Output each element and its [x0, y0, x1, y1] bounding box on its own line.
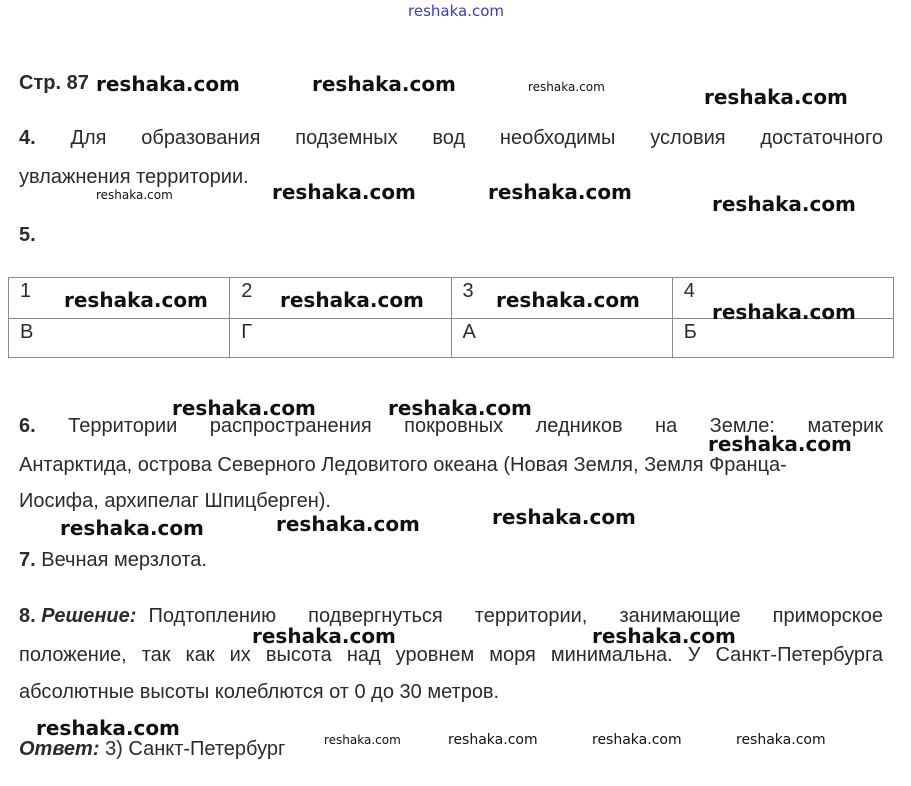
- q6-word: на: [655, 415, 678, 437]
- q8-answer-text: 3) Санкт-Петербург: [105, 738, 286, 760]
- q8-answer-label: Ответ:: [19, 738, 100, 760]
- q6-word: материк: [807, 415, 883, 437]
- table-header-cell: 3: [451, 278, 672, 319]
- q8-line3: абсолютные высоты колеблются от 0 до 30 метров.: [19, 681, 500, 703]
- watermark: reshaka.com: [36, 716, 180, 740]
- watermark: reshaka.com: [496, 288, 640, 312]
- q8-answer-line: [19, 738, 285, 761]
- q7-text: Вечная мерзлота.: [41, 549, 207, 571]
- watermark: reshaka.com: [172, 396, 316, 420]
- q4-line2: увлажнения территории.: [19, 166, 249, 188]
- watermark: reshaka.com: [276, 512, 420, 536]
- watermark: reshaka.com: [280, 288, 424, 312]
- q8-line1-text: Подтоплению подвергнуться территории, занимающие приморское: [148, 605, 883, 627]
- q5-number: 5.: [19, 224, 36, 246]
- watermark: reshaka.com: [312, 72, 456, 96]
- q4-word: подземных: [295, 127, 398, 149]
- q6-word: Территории: [68, 415, 178, 437]
- watermark: reshaka.com: [96, 72, 240, 96]
- q8-number: 8.: [19, 605, 36, 627]
- table-header-cell: 2: [230, 278, 451, 319]
- q8-solution-label: Решение:: [41, 605, 137, 627]
- table-header-cell: 1: [9, 278, 230, 319]
- watermark: reshaka.com: [708, 432, 852, 456]
- q4-word: образования: [141, 127, 261, 149]
- watermark: reshaka.com: [592, 732, 682, 748]
- watermark: reshaka.com: [736, 732, 826, 748]
- watermark: reshaka.com: [272, 180, 416, 204]
- watermark: reshaka.com: [488, 180, 632, 204]
- watermark: reshaka.com: [96, 188, 173, 202]
- q6-number: 6.: [19, 415, 36, 437]
- q4-word: условия: [650, 127, 726, 149]
- watermark: reshaka.com: [592, 624, 736, 648]
- q4-word: Для: [70, 127, 107, 149]
- q7-number: 7.: [19, 549, 36, 571]
- q6-word: распространения: [209, 415, 372, 437]
- watermark: reshaka.com: [324, 733, 401, 747]
- q6-word: ледников: [535, 415, 623, 437]
- watermark: reshaka.com: [388, 396, 532, 420]
- q4-word: необходимы: [499, 127, 616, 149]
- q6-line2: Антарктида, острова Северного Ледовитого океана (Новая Земля, Земля Франца-: [19, 454, 787, 476]
- table-answer-cell: Б: [672, 319, 893, 358]
- q6-line3: Иосифа, архипелаг Шпицберген).: [19, 490, 331, 512]
- site-watermark-top: reshaka.com: [408, 2, 504, 20]
- q4-word: достаточного: [760, 127, 883, 149]
- table-answer-cell: В: [9, 319, 230, 358]
- watermark: reshaka.com: [60, 516, 204, 540]
- watermark: reshaka.com: [492, 505, 636, 529]
- watermark: reshaka.com: [64, 288, 208, 312]
- table-answer-cell: Г: [230, 319, 451, 358]
- table-answer-cell: А: [451, 319, 672, 358]
- q6-word: Земле:: [709, 415, 775, 437]
- watermark: reshaka.com: [712, 192, 856, 216]
- q8-line1: [19, 605, 883, 628]
- q6-word: покровных: [404, 415, 504, 437]
- page-label: Стр. 87: [19, 72, 89, 94]
- watermark: reshaka.com: [704, 85, 848, 109]
- watermark: reshaka.com: [448, 732, 538, 748]
- q4-word: вод: [432, 127, 466, 149]
- q4-number: 4.: [19, 127, 36, 149]
- watermark: reshaka.com: [712, 300, 856, 324]
- q4-line1: [19, 127, 883, 150]
- table-header-cell: 4: [672, 278, 893, 319]
- q8-line2: положение, так как их высота над уровнем моря минимальна. У Санкт-Петербурга: [19, 644, 883, 666]
- watermark: reshaka.com: [528, 80, 605, 94]
- table-row-answers: [9, 319, 894, 358]
- watermark: reshaka.com: [252, 624, 396, 648]
- q7-line: [19, 549, 207, 572]
